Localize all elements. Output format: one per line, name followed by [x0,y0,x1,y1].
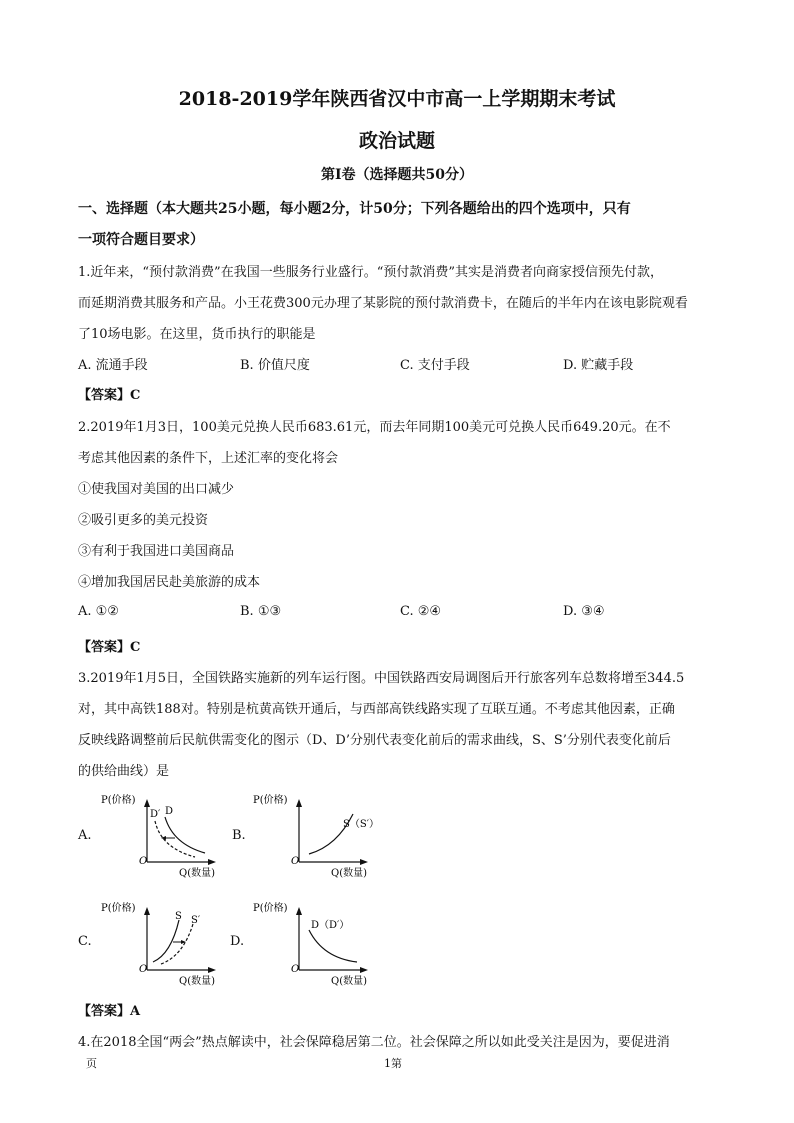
graph-c-label-s: S [175,911,182,922]
graph-a-label-d: D [165,806,174,817]
graph-b-x-arrow [360,859,368,865]
graph-d-xlabel: Q(数量) [331,976,368,987]
graph-a-curve-d [165,817,205,853]
q3-graph-c-option: C. [78,934,92,949]
graph-a-x-arrow [208,859,216,865]
graph-b-origin: O [291,856,300,867]
graph-c-ylabel: P(价格) [101,903,136,914]
graph-d-label-d: D（D′） [311,920,350,931]
q1-option-d: D. 贮藏手段 [563,358,634,373]
graph-a-curve-d-prime [155,821,195,857]
q3-graph-d [247,898,387,990]
graph-d-curve-d [309,930,357,962]
q2-option-d: D. ③④ [563,604,605,619]
q2-item-1: ①使我国对美国的出口减少 [78,482,235,497]
q3-graph-b-option: B. [232,828,246,843]
q2-item-2: ②吸引更多的美元投资 [78,513,209,528]
q2-item-3: ③有利于我国进口美国商品 [78,544,235,559]
q4-line1: 4.在2018全国“两会”热点解读中，社会保障稳居第二位。社会保障之所以如此受关注是因为，要促进消 [78,1035,670,1050]
q1-option-c: C. 支付手段 [400,358,470,373]
graph-d-x-arrow [360,967,368,973]
graph-b-ylabel: P(价格) [253,795,288,806]
graph-a-ylabel: P(价格) [101,795,136,806]
graph-a-origin: O [139,856,148,867]
footer-left: 页 [86,1057,97,1070]
q2-line1: 2.2019年1月3日，100美元兑换人民币683.61元，而去年同期100美元可兑换人民币649.20元。在不 [78,420,671,435]
graph-c-curve-s-prime [161,924,193,964]
q1-line1: 1.近年来，“预付款消费”在我国一些服务行业盛行。“预付款消费”其实是消费者向商家授信预先付款， [78,265,663,280]
q2-item-4: ④增加我国居民赴美旅游的成本 [78,575,261,590]
q3-graph-a-option: A. [78,828,92,843]
graph-d-origin: O [291,964,300,975]
q2-option-b: B. ①③ [240,604,282,619]
q2-option-c: C. ②④ [400,604,442,619]
section-heading-line2: 一项符合题目要求） [78,232,204,248]
graph-c-x-arrow [208,967,216,973]
graph-c-xlabel: Q(数量) [179,976,216,987]
q3-graph-b [247,790,387,882]
graph-d-ylabel: P(价格) [253,903,288,914]
graph-c-origin: O [139,964,148,975]
graph-a-label-d-prime: D′ [150,809,161,820]
footer-page-number: 1第 [384,1057,402,1070]
q2-line2: 考虑其他因素的条件下，上述汇率的变化将会 [78,451,339,466]
exam-subtitle: 政治试题 [358,130,435,152]
q3-line1: 3.2019年1月5日，全国铁路实施新的列车运行图。中国铁路西安局调图后开行旅客列车总数将增至344.5 [78,671,685,686]
exam-title: 2018-2019学年陕西省汉中市高一上学期期末考试 [178,88,616,110]
graph-b-label-s: S（S′） [343,819,379,830]
graph-a-y-arrow [144,799,150,807]
volume-heading: 第Ⅰ卷（选择题共50分） [320,167,474,183]
q3-answer: 【答案】A [78,1004,141,1019]
graph-c-label-s-prime: S′ [191,915,201,926]
q1-option-a: A. 流通手段 [78,358,148,373]
q1-line3: 了10场电影。在这里，货币执行的职能是 [78,327,316,342]
section-heading-line1: 一、选择题（本大题共25小题，每小题2分，计50分；下列各题给出的四个选项中，只有 [78,201,631,217]
q3-graph-a [95,790,235,882]
graph-c-y-arrow [144,907,150,915]
q3-line2: 对，其中高铁188对。特别是杭黄高铁开通后，与西部高铁线路实现了互联互通。不考虑其他因素，正确 [78,702,675,717]
graph-a-xlabel: Q(数量) [179,868,216,879]
q3-line4: 的供给曲线）是 [78,764,170,779]
q2-answer: 【答案】C [78,640,141,655]
q1-line2: 而延期消费其服务和产品。小王花费300元办理了某影院的预付款消费卡，在随后的半年内在该电影院观看 [78,296,688,311]
graph-d-y-arrow [296,907,302,915]
q3-line3: 反映线路调整前后民航供需变化的图示（D、D’分别代表变化前后的需求曲线，S、S’分别代表变化前后 [78,733,671,748]
q1-option-b: B. 价值尺度 [240,358,310,373]
q2-option-a: A. ①② [78,604,119,619]
q3-graph-d-option: D. [230,934,245,949]
q1-answer: 【答案】C [78,388,141,403]
graph-b-y-arrow [296,799,302,807]
graph-b-xlabel: Q(数量) [331,868,368,879]
q3-graph-c [95,898,235,990]
